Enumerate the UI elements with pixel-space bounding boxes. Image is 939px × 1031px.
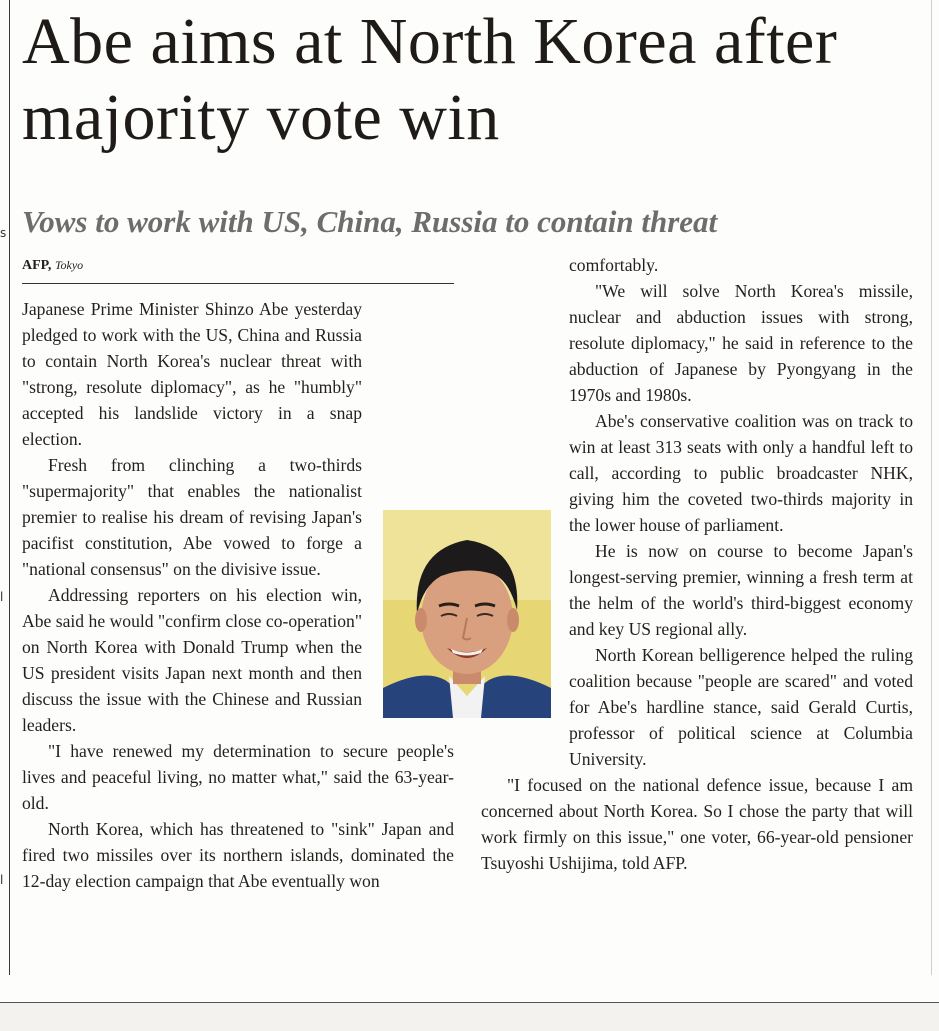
next-article-strip: [0, 1003, 939, 1031]
byline-agency: AFP,: [22, 258, 52, 273]
byline-location: Tokyo: [54, 258, 84, 272]
paragraph: Fresh from clinching a two-thirds "supermajority" that enables the nationalist premier to realise his dream of revising Japan's pacifist constitution, Abe vowed to forge a "national consensus" on the divisive issue.: [22, 455, 362, 579]
paragraph: Addressing reporters on his election win, Abe said he would "confirm close co-operation" on North Korea with Donald Trump when the US president visits Japan next month and then discuss the issue with the Chinese and Russian leaders.: [22, 585, 362, 735]
paragraph: comfortably.: [569, 255, 659, 275]
column-divider-left: [9, 0, 10, 975]
subheadline: Vows to work with US, China, Russia to contain threat: [22, 204, 718, 239]
paragraph: He is now on course to become Japan's longest-serving premier, winning a fresh term at the helm of the world's third-biggest economy and key US regional ally.: [569, 541, 913, 639]
headline: Abe aims at North Korea after majority vote win: [22, 5, 838, 154]
paragraph: North Korea, which has threatened to "sink" Japan and fired two missiles over its northern islands, dominated the 12-day election campaign that Abe eventually won: [22, 819, 454, 891]
column-divider-right: [931, 0, 932, 975]
byline-rule: [22, 283, 454, 284]
paragraph: "We will solve North Korea's missile, nuclear and abduction issues with strong, resolute diplomacy," he said in reference to the abduction of Japanese by Pyongyang in the 1970s and 1980s.: [569, 281, 913, 405]
paragraph: North Korean belligerence helped the ruling coalition because "people are scared" and voted for Abe's hardline stance, said Gerald Curtis, professor of political science at Columbia University.: [569, 645, 913, 769]
margin-mark: s: [0, 226, 7, 240]
portrait-illustration: [383, 510, 551, 718]
portrait-photo: [383, 510, 551, 718]
byline: [22, 258, 83, 274]
margin-mark: l: [0, 873, 4, 887]
paragraph: "I have renewed my determination to secure people's lives and peaceful living, no matter what," said the 63-year-old.: [22, 741, 454, 813]
margin-mark: l: [0, 590, 4, 604]
paragraph: Japanese Prime Minister Shinzo Abe yesterday pledged to work with the US, China and Russia to contain North Korea's nuclear threat with "strong, resolute diplomacy", as he "humbly" accepted his landslide victory in a snap election.: [22, 299, 362, 449]
paragraph: "I focused on the national defence issue, because I am concerned about North Korea. So I chose the party that will work firmly on this issue," one voter, 66-year-old pensioner Tsuyoshi Ushijima, told AFP.: [481, 775, 913, 873]
paragraph: Abe's conservative coalition was on track to win at least 313 seats with only a handful left to call, according to public broadcaster NHK, giving him the coveted two-thirds majority in the lower house of parliament.: [569, 411, 913, 535]
